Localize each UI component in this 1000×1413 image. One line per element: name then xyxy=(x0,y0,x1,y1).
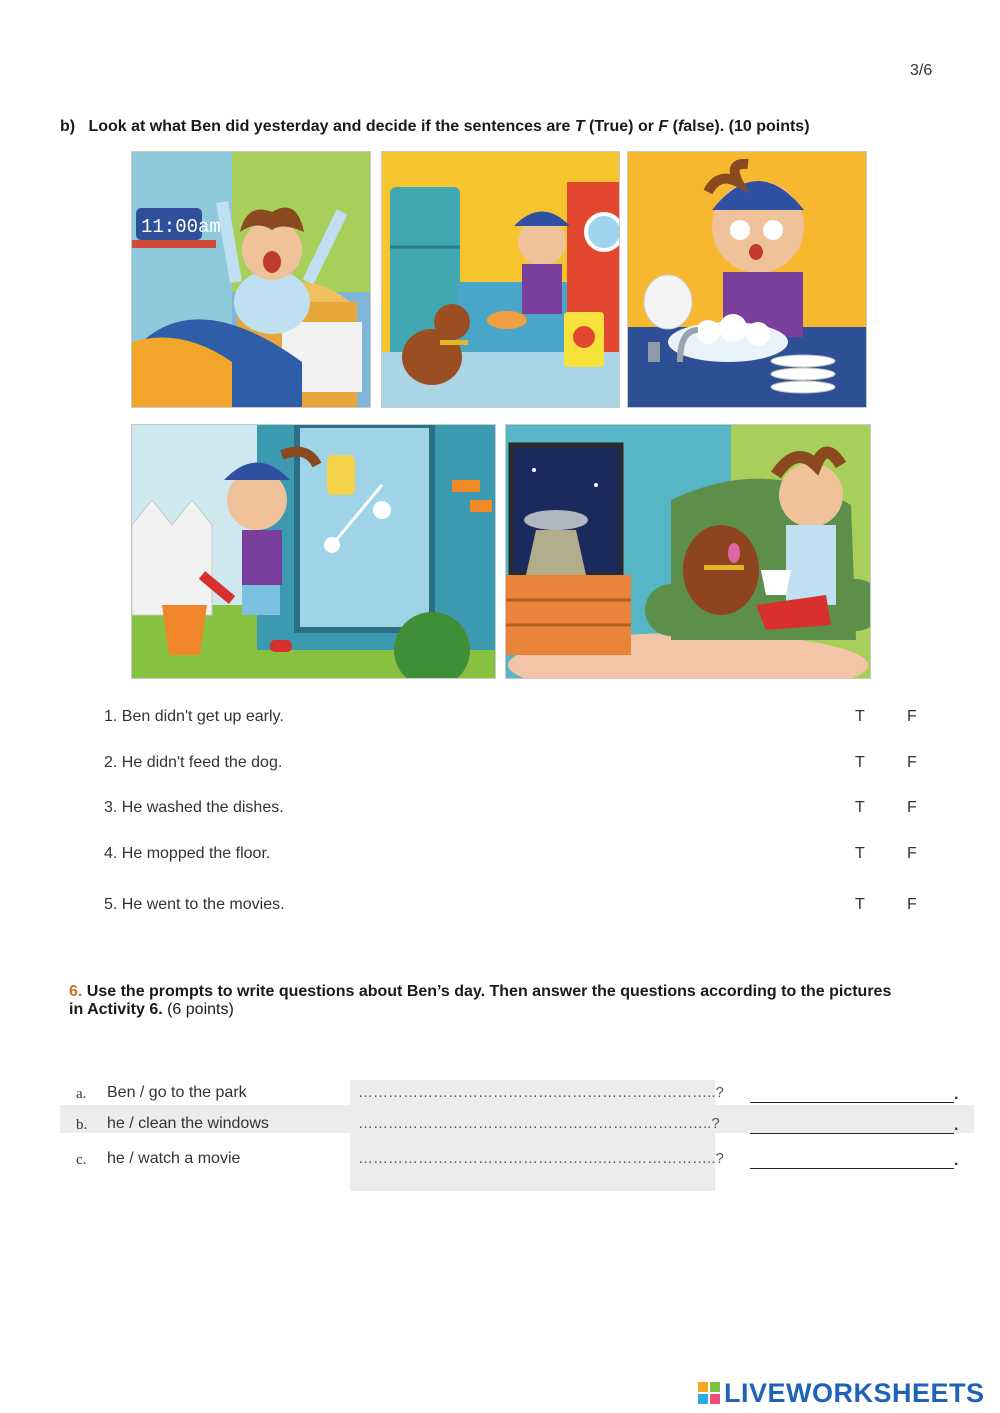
answer-blank[interactable] xyxy=(750,1168,954,1169)
false-word: ( xyxy=(668,118,678,135)
false-option[interactable]: F xyxy=(907,896,917,913)
true-letter: T xyxy=(574,118,585,135)
row-letter: a. xyxy=(76,1086,87,1102)
answer-blank[interactable] xyxy=(750,1133,954,1134)
picture-feed-dog xyxy=(381,151,620,408)
section-b-text-1: Look at what Ben did yesterday and decide if the sentences are xyxy=(88,118,575,135)
false-letter: F xyxy=(658,118,669,135)
activity-6-number: 6. xyxy=(69,983,83,1000)
question-row xyxy=(60,1150,974,1174)
statement-row xyxy=(104,896,924,918)
question-blank[interactable]: ………………………………………….…………………..? xyxy=(358,1150,724,1167)
wake-up-illustration xyxy=(132,152,370,407)
statement-text: 2. He didn't feed the dog. xyxy=(104,754,283,771)
true-option[interactable]: T xyxy=(855,708,865,725)
statement-row xyxy=(104,799,924,821)
statement-text: 1. Ben didn't get up early. xyxy=(104,708,284,725)
section-b-heading xyxy=(60,118,810,136)
false-option[interactable]: F xyxy=(907,799,917,816)
prompt-text: he / clean the windows xyxy=(107,1115,269,1132)
prompt-text: Ben / go to the park xyxy=(107,1084,247,1101)
true-word: (True) or xyxy=(584,118,659,135)
feed-dog-illustration xyxy=(382,152,619,407)
statement-text: 4. He mopped the floor. xyxy=(104,845,271,862)
liveworksheets-logo[interactable] xyxy=(698,1375,985,1411)
picture-wash-dishes xyxy=(627,151,867,408)
activity-6-instructions: Use the prompts to write questions about Ben’s day. Then answer the questions according to the pictures in Activity 6. xyxy=(69,983,892,1018)
activity-6-points: (6 points) xyxy=(162,1001,234,1018)
prompt-text: he / watch a movie xyxy=(107,1150,241,1167)
answer-blank[interactable] xyxy=(750,1102,954,1103)
answer-period: . xyxy=(954,1086,959,1103)
section-b-label: b) xyxy=(60,118,76,135)
clock-readout: 11:00am xyxy=(141,216,221,238)
question-row xyxy=(60,1115,974,1139)
true-option[interactable]: T xyxy=(855,799,865,816)
section-b-text-2: alse). (10 points) xyxy=(683,118,810,135)
page-number: 3/6 xyxy=(910,62,933,79)
logo-block xyxy=(710,1382,720,1392)
question-blank[interactable]: ………………………………….…………………………..? xyxy=(358,1084,724,1101)
statement-row xyxy=(104,845,924,867)
statement-row xyxy=(104,708,924,730)
logo-block xyxy=(710,1394,720,1404)
statement-text: 5. He went to the movies. xyxy=(104,896,285,913)
picture-watch-movie xyxy=(505,424,871,679)
picture-wake-up xyxy=(131,151,371,408)
picture-clean-window xyxy=(131,424,496,679)
logo-blocks-icon xyxy=(698,1382,720,1404)
question-blank[interactable]: ……………………………………………………………..? xyxy=(358,1115,720,1132)
false-italic: f xyxy=(677,118,684,135)
false-option[interactable]: F xyxy=(907,754,917,771)
true-option[interactable]: T xyxy=(855,896,865,913)
logo-text: LIVEWORKSHEETS xyxy=(724,1377,985,1408)
row-letter: b. xyxy=(76,1117,88,1133)
activity-6-heading xyxy=(69,983,909,1019)
answer-period: . xyxy=(954,1152,959,1169)
row-letter: c. xyxy=(76,1152,87,1168)
logo-block xyxy=(698,1394,708,1404)
watch-movie-illustration xyxy=(506,425,870,678)
false-option[interactable]: F xyxy=(907,708,917,725)
question-row xyxy=(60,1084,974,1108)
wash-dishes-illustration xyxy=(628,152,866,407)
clean-window-illustration xyxy=(132,425,495,678)
true-option[interactable]: T xyxy=(855,754,865,771)
statement-text: 3. He washed the dishes. xyxy=(104,799,284,816)
statement-row xyxy=(104,754,924,776)
answer-period: . xyxy=(954,1117,959,1134)
false-option[interactable]: F xyxy=(907,845,917,862)
logo-block xyxy=(698,1382,708,1392)
true-option[interactable]: T xyxy=(855,845,865,862)
